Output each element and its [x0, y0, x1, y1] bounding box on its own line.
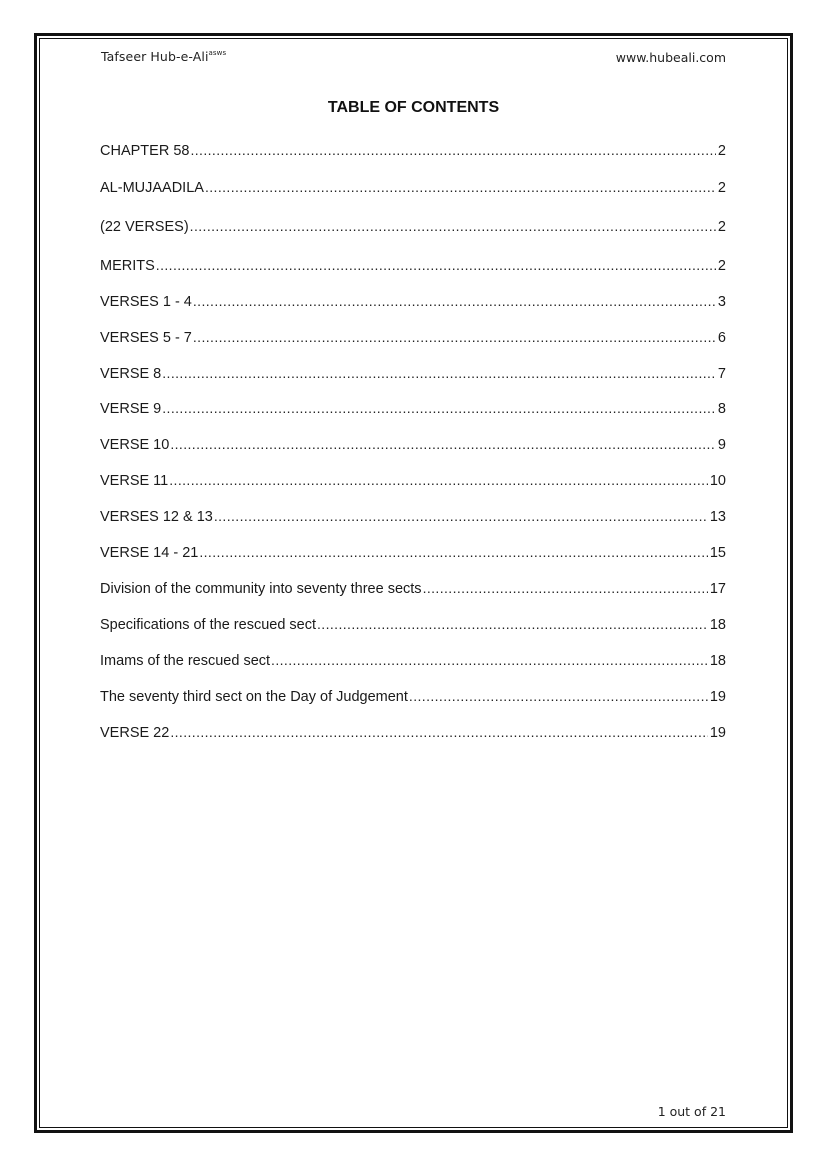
- toc-entry-label: Imams of the rescued sect: [100, 653, 271, 669]
- toc-entry-page: 17: [709, 581, 726, 597]
- toc-entry-label: VERSE 10: [100, 437, 170, 453]
- toc-entry-label: VERSE 22: [100, 725, 170, 741]
- toc-entry-label: The seventy third sect on the Day of Judgement: [100, 689, 408, 705]
- toc-entry-page: 9: [717, 437, 726, 453]
- toc-dot-leader: [170, 434, 716, 454]
- toc-dot-leader: [169, 470, 708, 490]
- toc-entry-page: 2: [717, 258, 726, 274]
- toc-dot-leader: [409, 686, 708, 706]
- toc-entry[interactable]: [100, 255, 726, 275]
- toc-entry-label: VERSES 5 - 7: [100, 330, 192, 346]
- toc-entry[interactable]: [100, 327, 726, 347]
- toc-dot-leader: [423, 578, 708, 598]
- toc-entry-page: 15: [709, 545, 726, 561]
- page-number-indicator: 1 out of 21: [657, 1104, 726, 1119]
- header-book-title-text: Tafseer Hub-e-Ali: [101, 49, 209, 64]
- toc-entry-label: CHAPTER 58: [100, 143, 190, 159]
- toc-entry[interactable]: [100, 650, 726, 670]
- toc-entry[interactable]: [100, 216, 726, 236]
- toc-entry-page: 2: [717, 180, 726, 196]
- toc-dot-leader: [271, 650, 708, 670]
- toc-entry-label: VERSE 14 - 21: [100, 545, 199, 561]
- toc-entry[interactable]: [100, 578, 726, 598]
- toc-entry-label: Specifications of the rescued sect: [100, 617, 317, 633]
- header-website[interactable]: www.hubeali.com: [615, 50, 726, 65]
- toc-entry-page: 6: [717, 330, 726, 346]
- toc-dot-leader: [170, 722, 708, 742]
- toc-dot-leader: [317, 614, 708, 634]
- toc-entry-page: 19: [709, 725, 726, 741]
- toc-dot-leader: [214, 506, 708, 526]
- toc-dot-leader: [190, 140, 715, 160]
- toc-entry-page: 18: [709, 653, 726, 669]
- toc-entry[interactable]: [100, 434, 726, 454]
- toc-dot-leader: [193, 291, 716, 311]
- toc-entry[interactable]: [100, 140, 726, 160]
- toc-entry-page: 2: [717, 219, 726, 235]
- toc-entry-page: 13: [709, 509, 726, 525]
- toc-dot-leader: [162, 398, 716, 418]
- toc-entry[interactable]: [100, 177, 726, 197]
- toc-entry-label: VERSES 1 - 4: [100, 294, 192, 310]
- toc-entry-page: 3: [717, 294, 726, 310]
- toc-entry[interactable]: [100, 542, 726, 562]
- toc-entry-label: VERSE 11: [100, 473, 169, 489]
- toc-entry[interactable]: [100, 686, 726, 706]
- toc-entry-page: 10: [709, 473, 726, 489]
- toc-entry-page: 2: [717, 143, 726, 159]
- toc-dot-leader: [193, 327, 716, 347]
- toc-dot-leader: [205, 177, 716, 197]
- header-book-title: [101, 49, 226, 64]
- toc-entry[interactable]: [100, 470, 726, 490]
- toc-entry-page: 8: [717, 401, 726, 417]
- toc-entry-label: AL-MUJAADILA: [100, 180, 204, 196]
- toc-dot-leader: [190, 216, 716, 236]
- toc-entry[interactable]: [100, 398, 726, 418]
- toc-dot-leader: [199, 542, 708, 562]
- toc-entry-label: Division of the community into seventy three sects: [100, 581, 422, 597]
- toc-entry[interactable]: [100, 363, 726, 383]
- toc-entry-page: 18: [709, 617, 726, 633]
- toc-entry[interactable]: [100, 506, 726, 526]
- toc-entry[interactable]: [100, 291, 726, 311]
- header-book-title-superscript: asws: [208, 48, 227, 57]
- toc-entry[interactable]: [100, 722, 726, 742]
- toc-entry-label: VERSE 8: [100, 366, 162, 382]
- toc-entry-label: MERITS: [100, 258, 155, 274]
- toc-entry-page: 19: [709, 689, 726, 705]
- toc-entry-label: VERSE 9: [100, 401, 162, 417]
- toc-dot-leader: [162, 363, 716, 383]
- page-title: TABLE OF CONTENTS: [327, 99, 500, 116]
- toc-entry-page: 7: [717, 366, 726, 382]
- toc-dot-leader: [156, 255, 716, 275]
- toc-entry-label: (22 VERSES): [100, 219, 189, 235]
- toc-entry-label: VERSES 12 & 13: [100, 509, 213, 525]
- toc-entry[interactable]: [100, 614, 726, 634]
